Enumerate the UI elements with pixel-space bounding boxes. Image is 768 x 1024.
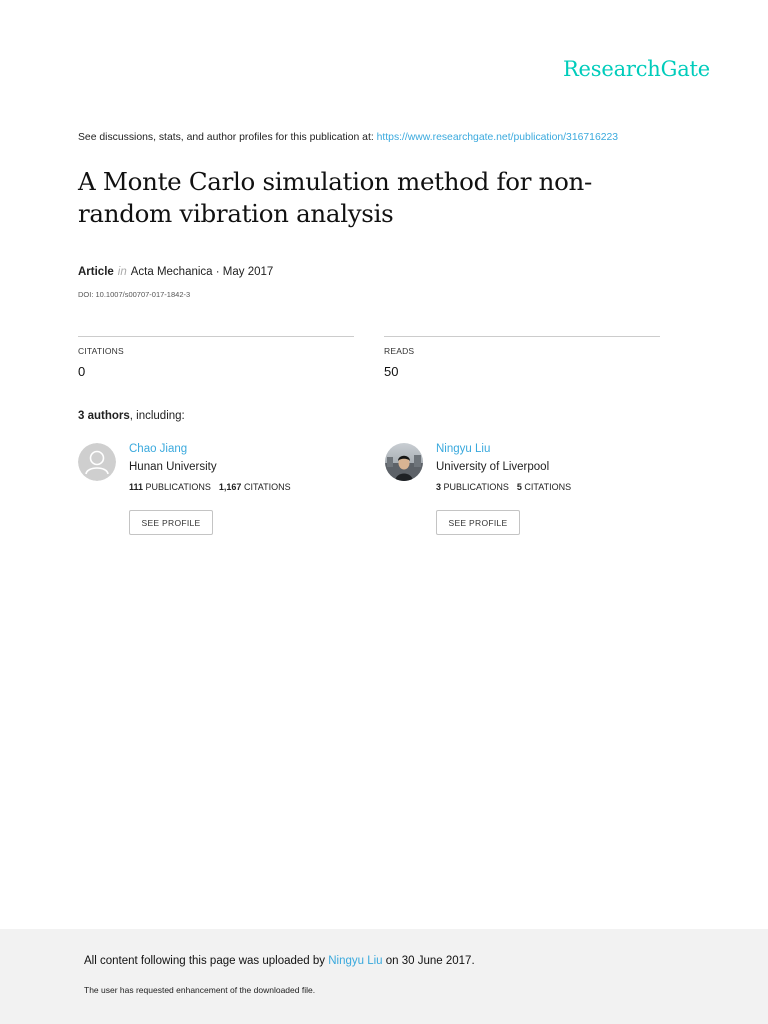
author-institution: Hunan University [129,461,217,473]
publications-count: 3 [436,482,442,492]
reads-stat [384,336,660,379]
publication-meta [78,266,273,278]
author-citations-count: 1,167 [218,482,242,492]
researchgate-logo[interactable]: ResearchGate [562,57,710,81]
uploaded-line [84,955,475,967]
discussion-line [78,132,618,143]
publications-label: PUBLICATIONS [443,482,509,492]
uploaded-suffix: on 30 June 2017. [382,955,475,967]
publication-url-link[interactable]: https://www.researchgate.net/publication/316716223 [376,132,619,143]
author-citations-count: 5 [516,482,522,492]
author-info [129,443,379,492]
author-info [436,443,686,492]
footer [0,929,768,1024]
discussion-text: See discussions, stats, and author profiles for this publication at: [78,132,377,143]
uploaded-prefix: All content following this page was uploaded by [84,955,329,967]
citations-stat [78,336,354,379]
authors-heading [78,410,185,422]
reads-label: READS [384,346,415,356]
author-stats [436,482,686,492]
default-avatar-icon[interactable] [78,443,116,481]
author-name-link[interactable]: Chao Jiang [129,443,188,455]
authors-suffix: , including: [129,410,185,422]
author-citations-label: CITATIONS [524,482,572,492]
photo-avatar[interactable] [385,443,423,481]
citations-label: CITATIONS [78,346,124,356]
publications-label: PUBLICATIONS [145,482,211,492]
enhancement-note: The user has requested enhancement of the downloaded file. [84,985,316,995]
publication-type: Article [78,266,114,278]
uploader-link[interactable]: Ningyu Liu [328,955,383,967]
publication-title: A Monte Carlo simulation method for non-random vibration analysis [78,167,593,228]
see-profile-button[interactable]: SEE PROFILE [436,510,520,535]
publications-count: 111 [129,482,144,492]
journal-date: Acta Mechanica · May 2017 [130,266,274,278]
author-name-link[interactable]: Ningyu Liu [436,443,491,455]
authors-count: 3 authors [78,410,130,422]
author-institution: University of Liverpool [436,461,550,473]
doi: DOI: 10.1007/s00707-017-1842-3 [78,290,191,299]
in-word: in [117,266,127,278]
see-profile-button[interactable]: SEE PROFILE [129,510,213,535]
author-citations-label: CITATIONS [243,482,291,492]
reads-value: 50 [384,364,399,379]
citations-value: 0 [78,364,86,379]
author-stats [129,482,379,492]
